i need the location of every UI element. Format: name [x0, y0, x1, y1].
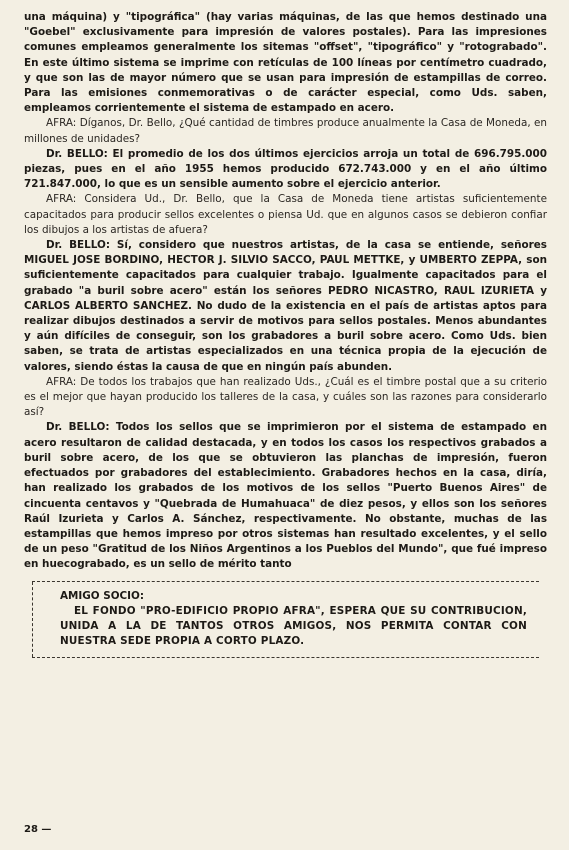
paragraph-text: De todos los trabajos que han realizado Uds., ¿Cuál es el timbre postal que a su criterio es el mejor que hayan producido los talleres de la casa, y cuáles son las razones para considerarlo así? [24, 375, 547, 419]
notice-body: EL FONDO "PRO-EDIFICIO PROPIO AFRA", ESPERA QUE SU CONTRIBUCION, UNIDA A LA DE TANTOS OTROS AMIGOS, NOS PERMITA CONTAR CON NUESTRA SEDE PROPIA A CORTO PLAZO. [60, 604, 527, 647]
speaker-bello: Dr. BELLO: [46, 421, 110, 434]
speaker-afra: AFRA: [46, 193, 77, 206]
speaker-bello: Dr. BELLO: [46, 239, 110, 252]
speaker-afra: AFRA: [46, 375, 77, 388]
paragraph-bello-continuation [24, 10, 547, 116]
paragraph-text: Sí, considero que nuestros artistas, de la casa se entiende, señores MIGUEL JOSE BORDINO, HECTOR J. SILVIO SACCO, PAUL METTKE, y UMBERTO ZEPPA, son suficientemente capacitados para cualquier trabajo. Igualmente capacitados para el grabado "a buril sobre acero" están los señores PEDRO NICASTRO, RAUL IZURIETA y CARLOS ALBERTO SANCHEZ. No dudo de la existencia en el país de artistas aptos para realizar dibujos destinados a servir de motivos para sellos postales. Menos abundantes y aún difíciles de conseguir, son los grabadores a buril sobre acero. Como Uds. bien saben, se trata de artistas especializados en una técnica propia de la ejecución de valores, siendo éstas la causa de que en ningún país abunden. [24, 239, 547, 373]
paragraph-bello-answer-2 [24, 238, 547, 375]
speaker-bello: Dr. BELLO: [46, 147, 108, 160]
paragraph-bello-answer-1 [24, 147, 547, 193]
notice-title: AMIGO SOCIO: [60, 589, 145, 602]
paragraph-afra-question-1 [24, 116, 547, 146]
paragraph-afra-question-3 [24, 375, 547, 421]
paragraph-text: Díganos, Dr. Bello, ¿Qué cantidad de timbres produce anualmente la Casa de Moneda, en millones de unidades? [24, 117, 547, 145]
paragraph-text: El promedio de los dos últimos ejercicios arroja un total de 696.795.000 piezas, pues en el año 1955 hemos producido 672.743.000 y en el año último 721.847.000, lo que es un sensible aumento sobre el ejercicio anterior. [24, 147, 547, 191]
notice-box [32, 581, 539, 658]
paragraph-text: Considera Ud., Dr. Bello, que la Casa de Moneda tiene artistas suficientemente capacitados para producir sellos excelentes o piensa Ud. que en algunos casos se debieron confiar los dibujos a los artistas de afuera? [24, 193, 547, 236]
page-number: 28 — [24, 824, 52, 835]
paragraph-bello-answer-3 [24, 420, 547, 572]
paragraph-text: una máquina) y "tipográfica" (hay varias máquinas, de las que hemos destinado una "Goebel" exclusivamente para impresión de valores postales). Para las impresiones comunes empleamos generalmente los sitemas "offset", "tipográfico" y "rotograbado". En este último sistema se imprime con retículas de 100 líneas por centímetro cuadrado, y que son las de mayor número que se usan para impresión de estampillas de correo. Para las emisiones conmemorativas o de carácter especial, como Uds. saben, empleamos corrientemente el sistema de estampado en acero. [24, 11, 547, 115]
paragraph-text: Todos los sellos que se imprimieron por el sistema de estampado en acero resultaron de calidad destacada, y en todos los casos los respectivos grabados a buril sobre acero, de los que se obtuvieron las planchas de impresión, fueron efectuados por grabadores del establecimiento. Grabadores hechos en la casa, diría, han realizado los grabados de los motivos de los sellos "Puerto Buenos Aires" de cincuenta centavos y "Quebrada de Humahuaca" de diez pesos, y ellos son los señores Raúl Izurieta y Carlos A. Sánchez, respectivamente. No obstante, muchas de las estampillas que hemos impreso por otros sistemas han resultado excelentes, y el sello de un peso "Gratitud de los Niños Argentinos a los Pueblos del Mundo", que fué impreso en huecograbado, es un sello de mérito tanto [24, 421, 547, 571]
paragraph-afra-question-2 [24, 192, 547, 238]
speaker-afra: AFRA: [46, 117, 77, 130]
